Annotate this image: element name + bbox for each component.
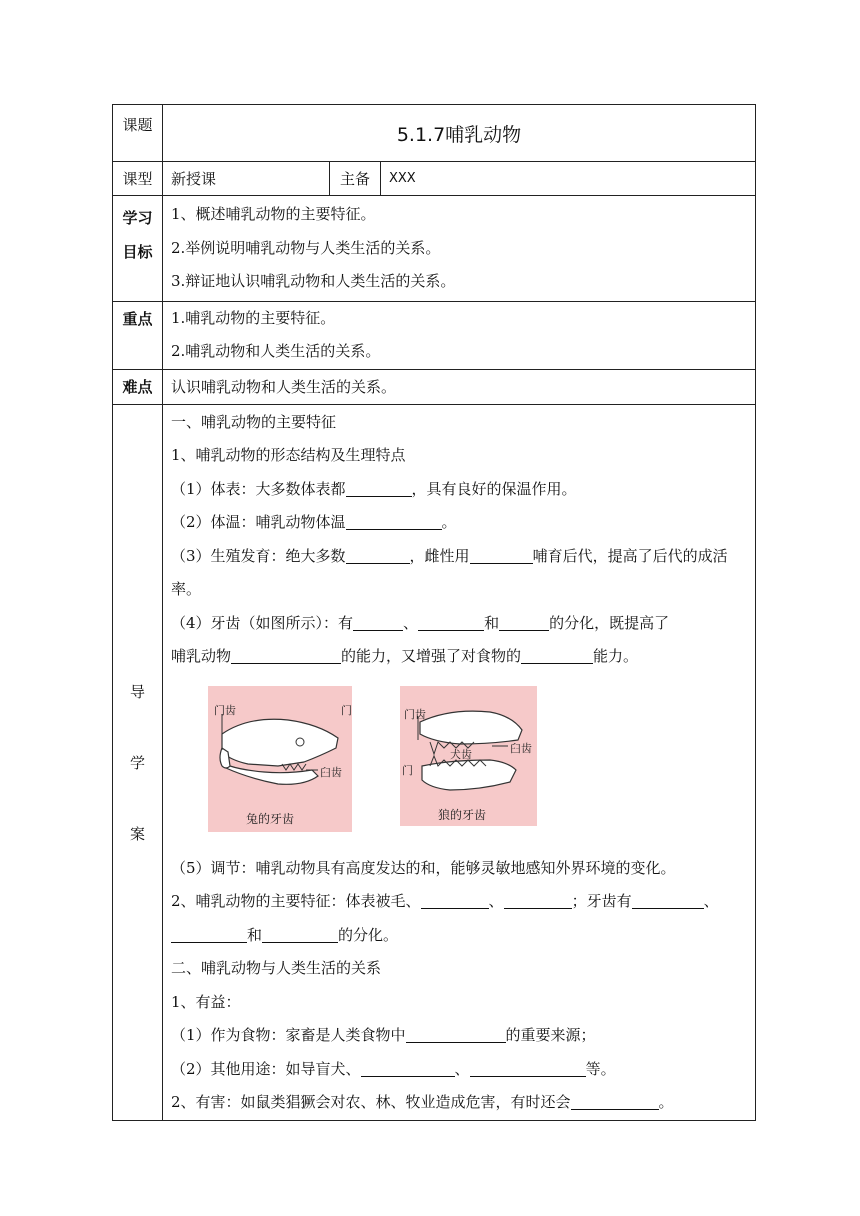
blank-fill[interactable] (346, 478, 412, 496)
sub1-title: 1、哺乳动物的形态结构及生理特点 (171, 446, 406, 464)
benefit-title: 1、有益： (171, 992, 241, 1011)
objective-item: 1、概述哺乳动物的主要特征。 (171, 205, 376, 223)
guide-label-char: 学 (129, 753, 145, 772)
key-points-label: 重点 (113, 301, 163, 369)
wolf-canine-label: 犬齿 (450, 747, 472, 761)
key-point-item: 1.哺乳动物的主要特征。 (171, 308, 336, 327)
difficulty-label: 难点 (113, 369, 163, 404)
wolf-incisor-label-lower: 门 (402, 763, 413, 777)
reproduction-item: （3）生殖发育：绝大多数 ，雌性用 哺育后代，提高了后代的成活率。 (171, 546, 728, 598)
wolf-molar-label: 臼齿 (510, 741, 532, 755)
guide-content (163, 404, 756, 1120)
wolf-incisor-label: 门齿 (404, 707, 426, 721)
blank-fill[interactable] (262, 924, 338, 942)
difficulty-row (113, 369, 756, 404)
body-temp-item: （2）体温：哺乳动物体温 。 (171, 513, 457, 531)
key-points-content (163, 301, 756, 369)
wolf-figure-caption: 狼的牙齿 (438, 807, 487, 822)
blank-fill[interactable] (571, 1092, 659, 1110)
guide-label (113, 404, 163, 1120)
objectives-content (163, 196, 756, 302)
blank-fill[interactable] (632, 891, 704, 909)
rabbit-molar-label: 臼齿 (320, 765, 342, 779)
topic-label: 课题 (113, 105, 163, 162)
type-label: 课型 (113, 162, 163, 196)
body-surface-item: （1）体表：大多数体表都 ，具有良好的保温作用。 (171, 479, 577, 498)
blank-fill[interactable] (361, 1058, 455, 1076)
lesson-plan-table (112, 104, 756, 1121)
blank-fill[interactable] (499, 612, 549, 630)
guide-row (113, 404, 756, 1120)
rabbit-incisor-label-right: 门 (341, 703, 352, 717)
regulation-item: （5）调节：哺乳动物具有高度发达的和，能够灵敏地感知外界环境的变化。 (171, 858, 676, 877)
objective-item: 3.辩证地认识哺乳动物和人类生活的关系。 (171, 272, 456, 290)
rabbit-incisor-label: 门齿 (214, 703, 236, 717)
wolf-teeth-figure (400, 686, 537, 826)
difficulty-text: 认识哺乳动物和人类生活的关系。 (163, 369, 756, 404)
rabbit-teeth-figure (208, 686, 352, 832)
topic-title: 5.1.7哺乳动物 (163, 105, 756, 162)
food-use-item: （1）作为食物：家畜是人类食物中 的重要来源； (171, 1026, 596, 1044)
topic-row (113, 105, 756, 162)
key-point-item: 2.哺乳动物和人类生活的关系。 (171, 342, 381, 360)
rabbit-figure-caption: 兔的牙齿 (246, 811, 295, 826)
guide-label-char: 导 (129, 682, 145, 701)
objective-item: 2.举例说明哺乳动物与人类生活的关系。 (171, 238, 441, 257)
blank-fill[interactable] (406, 1025, 506, 1043)
blank-fill[interactable] (171, 924, 247, 942)
author-value: XXX (381, 162, 756, 196)
key-points-row (113, 301, 756, 369)
blank-fill[interactable] (470, 545, 533, 563)
teeth-item-cont: 哺乳动物 的能力，又增强了对食物的 能力。 (171, 647, 639, 665)
type-value: 新授课 (163, 162, 330, 196)
section1-title: 一、哺乳动物的主要特征 (171, 412, 337, 431)
blank-fill[interactable] (470, 1058, 586, 1076)
type-row (113, 162, 756, 196)
main-features-item: 2、哺乳动物的主要特征：体表被毛、 、 ；牙齿有 、和 的分化。 (171, 892, 719, 944)
blank-fill[interactable] (353, 612, 403, 630)
blank-fill[interactable] (421, 891, 489, 909)
objectives-label-line1: 学习 (122, 209, 153, 227)
guide-label-char: 案 (129, 824, 145, 843)
teeth-figures (171, 674, 747, 850)
objectives-label (113, 196, 163, 302)
blank-fill[interactable] (231, 646, 341, 664)
objectives-label-line2: 目标 (122, 242, 153, 261)
other-use-item: （2）其他用途：如导盲犬、 、 等。 (171, 1059, 616, 1078)
harm-item: 2、有害：如鼠类猖獗会对农、林、牧业造成危害，有时还会 。 (171, 1093, 674, 1111)
section2-title: 二、哺乳动物与人类生活的关系 (171, 959, 382, 977)
blank-fill[interactable] (521, 646, 593, 664)
objectives-row (113, 196, 756, 302)
blank-fill[interactable] (504, 891, 572, 909)
blank-fill[interactable] (346, 545, 410, 563)
teeth-item: （4）牙齿（如图所示）：有 、 和 的分化，既提高了 (171, 613, 670, 632)
blank-fill[interactable] (418, 612, 484, 630)
blank-fill[interactable] (346, 512, 442, 530)
author-label: 主备 (330, 162, 381, 196)
